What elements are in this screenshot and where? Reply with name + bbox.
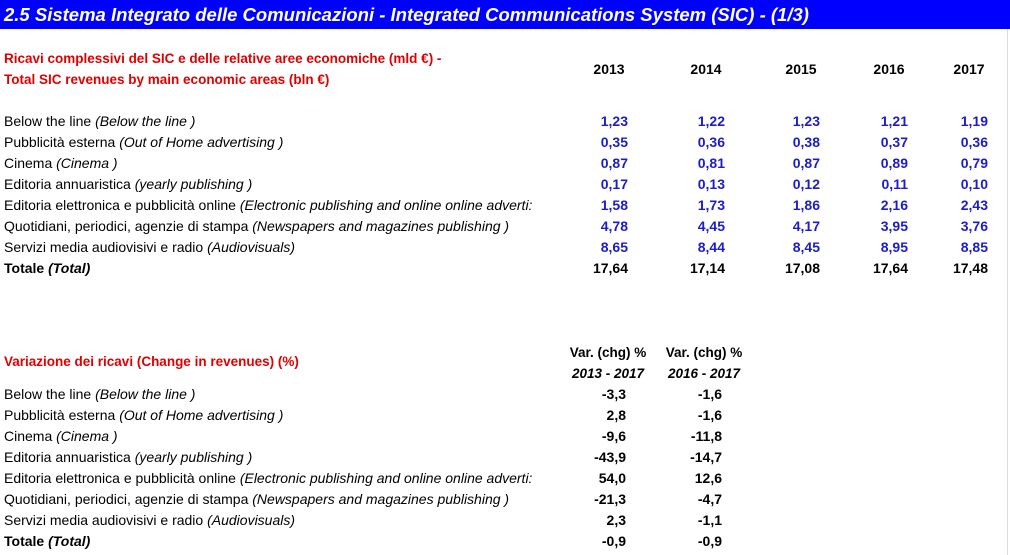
row-label: [4, 195, 562, 216]
row-label-en: (Out of Home advertising ): [119, 407, 284, 423]
row-label-en: (Audiovisuals): [207, 239, 296, 255]
row-label-en: (Below the line ): [95, 386, 196, 402]
value-cell: 0,89: [880, 155, 908, 171]
row-label: [4, 489, 562, 510]
value-cell: 0,12: [792, 176, 820, 192]
value-cell: 1,23: [792, 113, 820, 129]
row-label-it: Below the line: [4, 113, 96, 129]
section1-heading-line1: Ricavi complessivi del SIC e delle relative aree economiche (mld €) -: [4, 51, 442, 66]
spreadsheet-area: [0, 29, 1010, 555]
row-label-it: Pubblicità esterna: [4, 134, 120, 150]
row-label-en: (Out of Home advertising ): [119, 134, 284, 150]
value-cell: -1,1: [697, 512, 722, 528]
row-label-en: (Audiovisuals): [207, 512, 296, 528]
row-label-it: Pubblicità esterna: [4, 407, 120, 423]
value-cell: 3,95: [880, 218, 908, 234]
row-label-it: Servizi media audiovisivi e radio: [4, 239, 208, 255]
value-cell: 0,81: [697, 155, 725, 171]
row-label: [4, 426, 562, 447]
total-row-label: [4, 258, 562, 279]
total-row-label: [4, 531, 562, 552]
year-header-2014: 2014: [690, 61, 722, 77]
value-cell: 0,11: [881, 176, 908, 192]
value-cell: -4,7: [697, 491, 722, 507]
total-value-cell: 17,08: [784, 260, 820, 276]
row-label: [4, 153, 562, 174]
year-header-2015: 2015: [785, 61, 817, 77]
row-label-en: (Cinema ): [56, 155, 118, 171]
value-cell: 1,23: [600, 113, 628, 129]
value-cell: 1,19: [960, 113, 988, 129]
row-label-en: (Cinema ): [56, 428, 118, 444]
total-value-cell: -0,9: [697, 533, 722, 549]
value-cell: 8,44: [697, 239, 725, 255]
value-cell: 1,21: [880, 113, 908, 129]
value-cell: 0,36: [697, 134, 725, 150]
value-cell: 4,45: [697, 218, 725, 234]
value-cell: 0,87: [600, 155, 628, 171]
value-cell: 0,35: [600, 134, 628, 150]
value-cell: -14,7: [690, 449, 722, 465]
value-cell: -43,9: [594, 449, 626, 465]
value-cell: 0,10: [960, 176, 988, 192]
value-cell: -3,3: [601, 386, 626, 402]
row-label-it: Below the line: [4, 386, 96, 402]
row-label-en: (Electronic publishing and online online adverti:: [239, 197, 533, 213]
value-cell: 1,58: [600, 197, 628, 213]
year-header-2013: 2013: [593, 61, 625, 77]
row-label: [4, 384, 562, 405]
value-cell: -21,3: [594, 491, 626, 507]
section2-heading: Variazione dei ricavi (Change in revenues) (%): [4, 354, 299, 369]
row-label-it: Cinema: [4, 428, 57, 444]
value-cell: 0,79: [960, 155, 988, 171]
row-label-it: Editoria annuaristica: [4, 176, 135, 192]
value-cell: 1,22: [697, 113, 725, 129]
section1-heading-line2: Total SIC revenues by main economic areas (bln €): [4, 72, 330, 87]
value-cell: -1,6: [697, 386, 722, 402]
value-cell: -9,6: [601, 428, 626, 444]
row-label: [4, 447, 562, 468]
value-cell: 1,73: [697, 197, 725, 213]
row-label-it: Cinema: [4, 155, 57, 171]
year-header-2016: 2016: [873, 61, 905, 77]
grid-line: [1007, 29, 1008, 555]
row-label-it: Totale: [4, 260, 49, 276]
row-label: [4, 111, 562, 132]
row-label: [4, 132, 562, 153]
value-cell: -11,8: [690, 428, 722, 444]
total-value-cell: 17,64: [872, 260, 908, 276]
row-label-en: (Newspapers and magazines publishing ): [252, 218, 510, 234]
value-cell: -1,6: [697, 407, 722, 423]
var-header-col1-top: Var. (chg) %: [569, 345, 647, 360]
value-cell: 2,3: [606, 512, 626, 528]
row-label-it: Servizi media audiovisivi e radio: [4, 512, 208, 528]
page-title: 2.5 Sistema Integrato delle Comunicazioni - Integrated Communications System (SIC) - (1/3): [0, 0, 1010, 29]
value-cell: 0,87: [792, 155, 820, 171]
total-value-cell: -0,9: [601, 533, 626, 549]
value-cell: 8,85: [960, 239, 988, 255]
row-label-it: Totale: [4, 533, 49, 549]
row-label: [4, 216, 562, 237]
value-cell: 0,38: [792, 134, 820, 150]
row-label-en: (yearly publishing ): [134, 176, 253, 192]
total-value-cell: 17,48: [952, 260, 988, 276]
row-label: [4, 510, 562, 531]
row-label: [4, 174, 562, 195]
value-cell: 54,0: [598, 470, 626, 486]
row-label-en: (yearly publishing ): [134, 449, 253, 465]
value-cell: 0,37: [880, 134, 908, 150]
year-header-2017: 2017: [953, 61, 985, 77]
row-label-en: (Newspapers and magazines publishing ): [252, 491, 510, 507]
var-header-col2-top: Var. (chg) %: [665, 345, 743, 360]
total-value-cell: 17,14: [689, 260, 725, 276]
row-label: [4, 468, 562, 489]
row-label-it: Quotidiani, periodici, agenzie di stampa: [4, 491, 253, 507]
total-value-cell: 17,64: [592, 260, 628, 276]
value-cell: 8,45: [792, 239, 820, 255]
value-cell: 0,13: [697, 176, 725, 192]
value-cell: 3,76: [960, 218, 988, 234]
row-label-en: (Below the line ): [95, 113, 196, 129]
row-label-en: (Total): [48, 533, 91, 549]
value-cell: 0,17: [600, 176, 628, 192]
value-cell: 0,36: [960, 134, 988, 150]
var-header-col2-bottom: 2016 - 2017: [667, 366, 741, 381]
row-label-en: (Total): [48, 260, 91, 276]
row-label-it: Quotidiani, periodici, agenzie di stampa: [4, 218, 253, 234]
var-header-col1-bottom: 2013 - 2017: [571, 366, 645, 381]
value-cell: 4,17: [792, 218, 820, 234]
row-label-it: Editoria elettronica e pubblicità online: [4, 470, 240, 486]
row-label-it: Editoria elettronica e pubblicità online: [4, 197, 240, 213]
value-cell: 12,6: [694, 470, 722, 486]
row-label: [4, 237, 562, 258]
value-cell: 2,43: [960, 197, 988, 213]
value-cell: 2,16: [880, 197, 908, 213]
row-label-it: Editoria annuaristica: [4, 449, 135, 465]
value-cell: 2,8: [606, 407, 626, 423]
row-label: [4, 405, 562, 426]
value-cell: 4,78: [600, 218, 628, 234]
value-cell: 8,65: [600, 239, 628, 255]
row-label-en: (Electronic publishing and online online adverti:: [239, 470, 533, 486]
value-cell: 8,95: [880, 239, 908, 255]
value-cell: 1,86: [792, 197, 820, 213]
